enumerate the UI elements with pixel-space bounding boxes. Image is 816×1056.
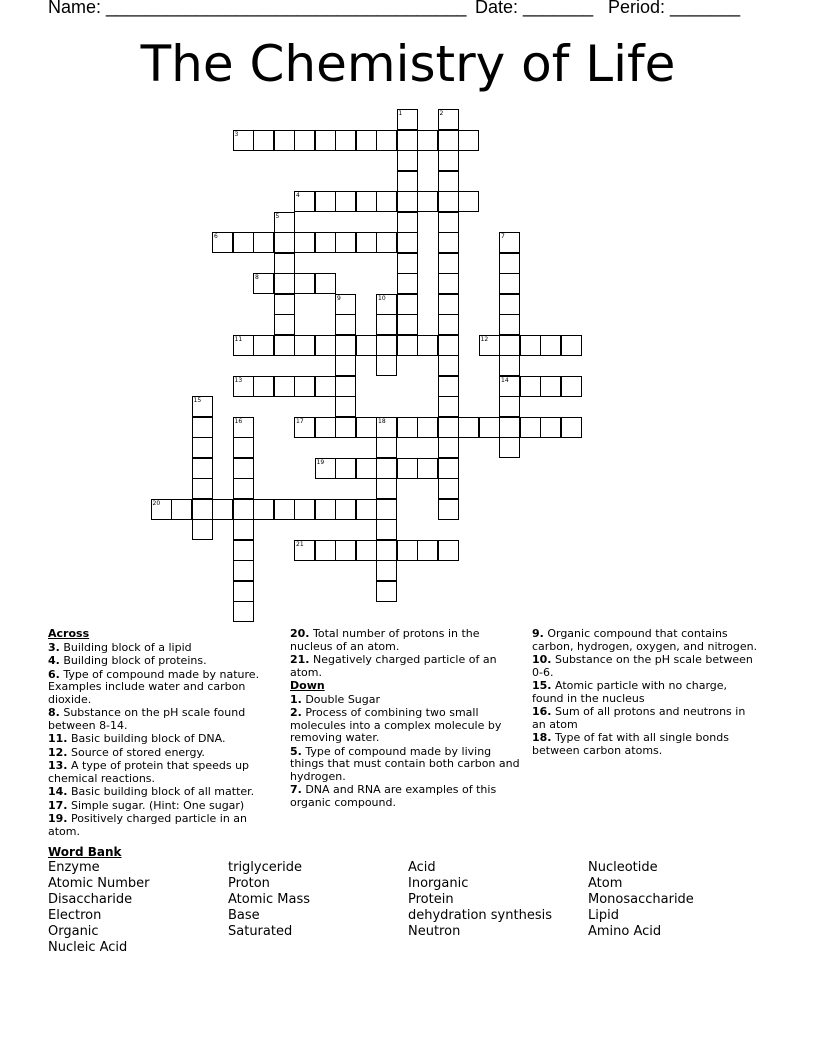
crossword-cell[interactable]	[192, 396, 213, 417]
crossword-cell[interactable]	[335, 355, 356, 376]
clue-number: 3.	[48, 640, 60, 654]
word-bank-item: Nucleic Acid	[48, 940, 128, 955]
crossword-cell[interactable]	[294, 335, 315, 356]
crossword-cell[interactable]	[438, 212, 459, 233]
crossword-cell[interactable]	[520, 376, 541, 397]
crossword-cell[interactable]	[274, 212, 295, 233]
crossword-cell[interactable]	[376, 499, 397, 520]
clue-text: Source of stored energy.	[67, 745, 205, 759]
crossword-cell[interactable]	[192, 417, 213, 438]
word-bank-item: Amino Acid	[588, 924, 662, 939]
across-clue	[48, 669, 278, 707]
clue-text: Basic building block of all matter.	[67, 785, 255, 798]
crossword-cell[interactable]	[376, 519, 397, 540]
crossword-cell[interactable]	[438, 294, 459, 315]
crossword-cell[interactable]	[417, 191, 438, 212]
crossword-cell[interactable]	[499, 294, 520, 315]
clue-text: A type of protein that speeds up chemical reactions.	[48, 759, 250, 785]
crossword-cell[interactable]	[253, 232, 274, 253]
across-clue	[48, 760, 278, 785]
crossword-cell[interactable]	[499, 417, 520, 438]
clue-number: 2	[439, 110, 444, 117]
crossword-cell[interactable]	[397, 540, 418, 561]
clue-number: 19	[316, 458, 325, 466]
crossword-cell[interactable]	[499, 253, 520, 274]
crossword-cell[interactable]	[417, 458, 438, 479]
crossword-cell[interactable]	[520, 335, 541, 356]
clue-number: 2.	[290, 706, 302, 719]
clue-number: 6	[214, 233, 218, 240]
clue-number: 4.	[48, 654, 60, 667]
clue-number: 8	[255, 274, 259, 281]
crossword-cell[interactable]	[294, 540, 315, 561]
crossword-cell[interactable]	[233, 417, 254, 438]
crossword-cell[interactable]	[438, 417, 459, 438]
clue-number: 3	[234, 130, 239, 138]
crossword-cell[interactable]	[253, 273, 274, 294]
clues-column-1	[48, 628, 278, 839]
crossword-cell[interactable]	[540, 417, 561, 438]
clue-number: 16	[234, 417, 243, 425]
crossword-cell[interactable]	[356, 130, 377, 151]
crossword-cell[interactable]	[376, 458, 397, 479]
crossword-cell[interactable]	[294, 232, 315, 253]
crossword-cell[interactable]	[335, 335, 356, 356]
crossword-cell[interactable]	[376, 335, 397, 356]
down-clue	[290, 707, 520, 745]
crossword-cell[interactable]	[294, 191, 315, 212]
clue-number: 14.	[48, 785, 68, 798]
crossword-cell[interactable]	[315, 540, 336, 561]
crossword-cell[interactable]	[458, 130, 479, 151]
crossword-cell[interactable]	[233, 540, 254, 561]
clue-number: 14	[501, 376, 509, 384]
word-bank-column-4	[588, 860, 694, 940]
across-clue	[48, 813, 278, 838]
crossword-cell[interactable]	[438, 540, 459, 561]
crossword-cell[interactable]	[397, 232, 418, 253]
crossword-cell[interactable]	[233, 499, 254, 520]
crossword-cell[interactable]	[335, 417, 356, 438]
clue-text: Organic compound that contains carbon, hydrogen, oxygen, and nitrogen.	[532, 627, 758, 653]
crossword-cell[interactable]	[233, 458, 254, 479]
crossword-cell[interactable]	[438, 437, 459, 458]
clue-number: 7	[501, 233, 505, 240]
crossword-cell[interactable]	[438, 396, 459, 417]
crossword-cell[interactable]	[438, 171, 459, 192]
crossword-cell[interactable]	[335, 540, 356, 561]
crossword-cell[interactable]	[233, 130, 254, 151]
crossword-cell[interactable]	[356, 540, 377, 561]
clue-text: Type of fat with all single bonds between carbon atoms.	[532, 731, 729, 757]
crossword-cell[interactable]	[253, 376, 274, 397]
clue-number: 12	[480, 335, 489, 343]
crossword-cell[interactable]	[376, 232, 397, 253]
word-bank-item: triglyceride	[228, 860, 302, 875]
crossword-cell[interactable]	[192, 519, 213, 540]
clue-number: 20	[152, 499, 161, 507]
across-clue	[48, 707, 278, 732]
clue-text: Type of compound made by living things that must contain both carbon and hydrogen.	[290, 744, 520, 783]
crossword-cell[interactable]	[335, 499, 356, 520]
crossword-cell[interactable]	[397, 109, 418, 130]
crossword-cell[interactable]	[335, 458, 356, 479]
crossword-cell[interactable]	[274, 335, 295, 356]
crossword-cell[interactable]	[499, 273, 520, 294]
word-bank-item: Protein	[408, 892, 454, 907]
word-bank-item: Atomic Number	[48, 876, 150, 891]
crossword-cell[interactable]	[438, 191, 459, 212]
crossword-cell[interactable]	[233, 335, 254, 356]
crossword-cell[interactable]	[397, 171, 418, 192]
crossword-cell[interactable]	[376, 560, 397, 581]
crossword-cell[interactable]	[253, 130, 274, 151]
crossword-cell[interactable]	[438, 150, 459, 171]
crossword-cell[interactable]	[417, 335, 438, 356]
clue-text: Total number of protons in the nucleus of an atom.	[290, 627, 480, 653]
crossword-cell[interactable]	[294, 273, 315, 294]
across-heading: Across	[48, 627, 90, 640]
crossword-cell[interactable]	[233, 601, 254, 622]
clue-number: 20.	[290, 627, 310, 640]
crossword-cell[interactable]	[540, 335, 561, 356]
crossword-cell[interactable]	[274, 376, 295, 397]
crossword-cell[interactable]	[253, 335, 274, 356]
crossword-cell[interactable]	[335, 294, 356, 315]
crossword-cell[interactable]	[438, 376, 459, 397]
crossword-cell[interactable]	[233, 478, 254, 499]
clue-number: 13.	[48, 759, 68, 772]
crossword-cell[interactable]	[356, 335, 377, 356]
crossword-cell[interactable]	[253, 499, 274, 520]
clue-text: Negatively charged particle of an atom.	[290, 653, 497, 679]
clue-text: Substance on the pH scale found between 8-14.	[48, 706, 246, 732]
clue-number: 1.	[290, 692, 302, 706]
clue-text: Sum of all protons and neutrons in an atom	[532, 705, 746, 731]
word-bank-item: Organic	[48, 924, 99, 939]
crossword-cell[interactable]	[274, 294, 295, 315]
clue-text: Type of compound made by nature. Examples include water and carbon dioxide.	[48, 667, 260, 706]
word-bank-item: Neutron	[408, 924, 461, 939]
crossword-cell[interactable]	[315, 273, 336, 294]
crossword-cell[interactable]	[397, 191, 418, 212]
down-clue	[532, 706, 762, 731]
crossword-cell[interactable]	[376, 130, 397, 151]
crossword-cell[interactable]	[376, 478, 397, 499]
clue-number: 5.	[290, 744, 302, 758]
clue-number: 15.	[532, 679, 552, 692]
crossword-cell[interactable]	[397, 294, 418, 315]
crossword-cell[interactable]	[397, 417, 418, 438]
crossword-cell[interactable]	[335, 130, 356, 151]
crossword-cell[interactable]	[397, 130, 418, 151]
crossword-cell[interactable]	[561, 335, 582, 356]
crossword-cell[interactable]	[458, 417, 479, 438]
clue-text: Basic building block of DNA.	[67, 732, 226, 745]
crossword-cell[interactable]	[438, 335, 459, 356]
across-clue	[48, 733, 278, 746]
clue-number: 15	[193, 397, 202, 404]
down-clue	[290, 784, 520, 809]
crossword-cell[interactable]	[274, 130, 295, 151]
across-clue	[48, 747, 278, 760]
clue-number: 9.	[532, 627, 544, 640]
crossword-cell[interactable]	[356, 417, 377, 438]
clue-number: 1	[398, 110, 403, 117]
clue-number: 7.	[290, 783, 302, 796]
crossword-cell[interactable]	[233, 376, 254, 397]
word-bank-heading: Word Bank	[48, 845, 122, 859]
word-bank-item: Monosaccharide	[588, 892, 694, 907]
crossword-cell[interactable]	[294, 376, 315, 397]
word-bank-item: dehydration synthesis	[408, 908, 552, 923]
clue-number: 18.	[532, 731, 552, 744]
crossword-cell[interactable]	[561, 417, 582, 438]
clue-text: Double Sugar	[301, 692, 381, 706]
crossword-cell[interactable]	[315, 458, 336, 479]
crossword-cell[interactable]	[499, 232, 520, 253]
clue-number: 18	[378, 417, 386, 425]
crossword-cell[interactable]	[315, 191, 336, 212]
crossword-cell[interactable]	[335, 396, 356, 417]
clue-text: Building block of a lipid	[59, 640, 192, 654]
crossword-cell[interactable]	[356, 232, 377, 253]
crossword-cell[interactable]	[274, 499, 295, 520]
crossword-cell[interactable]	[192, 458, 213, 479]
crossword-cell[interactable]	[438, 109, 459, 130]
clue-number: 17	[296, 417, 304, 425]
clue-number: 4	[296, 192, 300, 199]
crossword-cell[interactable]	[315, 499, 336, 520]
crossword-cell[interactable]	[438, 355, 459, 376]
crossword-cell[interactable]	[397, 314, 418, 335]
crossword-cell[interactable]	[479, 417, 500, 438]
word-bank-column-2	[228, 860, 310, 940]
down-clue	[290, 746, 520, 784]
down-clue	[532, 654, 762, 679]
crossword-cell[interactable]	[438, 499, 459, 520]
word-bank-item: Acid	[408, 860, 436, 875]
clue-text: DNA and RNA are examples of this organic compound.	[290, 783, 497, 809]
crossword-cell[interactable]	[499, 355, 520, 376]
down-clue	[532, 680, 762, 705]
crossword-cell[interactable]	[233, 519, 254, 540]
crossword-cell[interactable]	[274, 314, 295, 335]
crossword-cell[interactable]	[376, 294, 397, 315]
crossword-cell[interactable]	[233, 437, 254, 458]
down-clue	[290, 694, 520, 707]
clue-number: 5	[275, 212, 280, 220]
crossword-cell[interactable]	[499, 376, 520, 397]
crossword-cell[interactable]	[212, 499, 233, 520]
word-bank-item: Inorganic	[408, 876, 469, 891]
clue-number: 11.	[48, 732, 68, 745]
clues-column-2	[290, 628, 520, 810]
clue-text: Process of combining two small molecules into a complex molecule by removing water.	[290, 706, 502, 744]
clue-text: Atomic particle with no charge, found in the nucleus	[532, 679, 728, 705]
crossword-cell[interactable]	[479, 335, 500, 356]
clue-text: Positively charged particle in an atom.	[48, 812, 248, 838]
word-bank-item: Lipid	[588, 908, 619, 923]
clue-number: 21	[296, 540, 304, 548]
crossword-cell[interactable]	[499, 335, 520, 356]
down-clue	[532, 628, 762, 653]
crossword-cell[interactable]	[315, 232, 336, 253]
crossword-cell[interactable]	[417, 540, 438, 561]
across-clue	[48, 642, 278, 655]
crossword-cell[interactable]	[192, 478, 213, 499]
name-field[interactable]: Name: ____________________________________	[48, 0, 467, 17]
crossword-cell[interactable]	[294, 499, 315, 520]
clue-number: 13	[234, 376, 243, 384]
crossword-cell[interactable]	[315, 335, 336, 356]
crossword-cell[interactable]	[438, 314, 459, 335]
crossword-cell[interactable]	[233, 232, 254, 253]
clue-number: 9	[337, 294, 341, 302]
word-bank-column-3	[408, 860, 552, 940]
crossword-cell[interactable]	[315, 130, 336, 151]
word-bank-item: Nucleotide	[588, 860, 658, 875]
crossword-cell[interactable]	[315, 376, 336, 397]
across-clue	[48, 655, 278, 668]
word-bank-column-1	[48, 860, 150, 956]
crossword-cell[interactable]	[376, 417, 397, 438]
clue-number: 21.	[290, 653, 310, 666]
across-clue	[290, 654, 520, 679]
clue-number: 19.	[48, 812, 68, 825]
crossword-cell[interactable]	[417, 417, 438, 438]
crossword-cell[interactable]	[233, 560, 254, 581]
crossword-cell[interactable]	[294, 417, 315, 438]
crossword-cell[interactable]	[192, 499, 213, 520]
clues-column-3	[532, 628, 762, 758]
crossword-cell[interactable]	[438, 478, 459, 499]
crossword-cell[interactable]	[335, 191, 356, 212]
word-bank-item: Atom	[588, 876, 623, 891]
crossword-cell[interactable]	[192, 437, 213, 458]
crossword-cell[interactable]	[233, 581, 254, 602]
crossword-cell[interactable]	[376, 540, 397, 561]
clue-text: Building block of proteins.	[59, 654, 207, 667]
crossword-cell[interactable]	[294, 130, 315, 151]
crossword-cell[interactable]	[376, 437, 397, 458]
word-bank-item: Disaccharide	[48, 892, 133, 907]
crossword-cell[interactable]	[376, 191, 397, 212]
crossword-cell[interactable]	[499, 437, 520, 458]
crossword-cell[interactable]	[499, 314, 520, 335]
clue-number: 11	[234, 335, 243, 343]
crossword-cell[interactable]	[212, 232, 233, 253]
clue-number: 10	[378, 294, 386, 302]
crossword-cell[interactable]	[335, 314, 356, 335]
crossword-cell[interactable]	[376, 314, 397, 335]
down-clue	[532, 732, 762, 757]
crossword-cell[interactable]	[274, 273, 295, 294]
down-heading: Down	[290, 679, 325, 692]
word-bank-item: Base	[228, 908, 260, 923]
crossword-cell[interactable]	[274, 253, 295, 274]
crossword-cell[interactable]	[438, 458, 459, 479]
crossword-cell[interactable]	[274, 232, 295, 253]
crossword-cell[interactable]	[540, 376, 561, 397]
word-bank-item: Proton	[228, 876, 270, 891]
crossword-cell[interactable]	[499, 396, 520, 417]
clue-text: Substance on the pH scale between 0-6.	[532, 653, 753, 679]
crossword-cell[interactable]	[397, 335, 418, 356]
crossword-cell[interactable]	[397, 212, 418, 233]
crossword-cell[interactable]	[417, 130, 438, 151]
word-bank-item: Enzyme	[48, 860, 100, 875]
crossword-cell[interactable]	[397, 253, 418, 274]
crossword-cell[interactable]	[438, 273, 459, 294]
clue-number: 10.	[532, 653, 552, 666]
clue-number: 6.	[48, 667, 60, 681]
date-field[interactable]: Date: _______	[475, 0, 594, 17]
clue-number: 17.	[48, 798, 68, 812]
crossword-cell[interactable]	[397, 150, 418, 171]
crossword-cell[interactable]	[335, 232, 356, 253]
crossword-cell[interactable]	[458, 191, 479, 212]
clue-number: 16.	[532, 705, 552, 718]
crossword-cell[interactable]	[438, 253, 459, 274]
crossword-cell[interactable]	[438, 232, 459, 253]
crossword-cell[interactable]	[151, 499, 172, 520]
page-title: The Chemistry of Life	[140, 35, 676, 93]
across-clue	[48, 800, 278, 813]
crossword-cell[interactable]	[438, 130, 459, 151]
crossword-cell[interactable]	[520, 417, 541, 438]
word-bank-item: Atomic Mass	[228, 892, 310, 907]
across-clue	[48, 786, 278, 799]
word-bank-item: Electron	[48, 908, 102, 923]
crossword-cell[interactable]	[171, 499, 192, 520]
crossword-cell[interactable]	[376, 355, 397, 376]
crossword-cell[interactable]	[356, 499, 377, 520]
crossword-cell[interactable]	[376, 581, 397, 602]
clue-number: 8.	[48, 706, 60, 719]
crossword-cell[interactable]	[315, 417, 336, 438]
crossword-cell[interactable]	[397, 458, 418, 479]
word-bank-item: Saturated	[228, 924, 293, 939]
crossword-cell[interactable]	[397, 273, 418, 294]
crossword-cell[interactable]	[335, 376, 356, 397]
across-clue	[290, 628, 520, 653]
crossword-cell[interactable]	[356, 458, 377, 479]
crossword-cell[interactable]	[356, 191, 377, 212]
crossword-cell[interactable]	[561, 376, 582, 397]
period-field[interactable]: Period: _______	[608, 0, 741, 17]
clue-text: Simple sugar. (Hint: One sugar)	[67, 798, 245, 812]
clue-number: 12.	[48, 745, 68, 759]
